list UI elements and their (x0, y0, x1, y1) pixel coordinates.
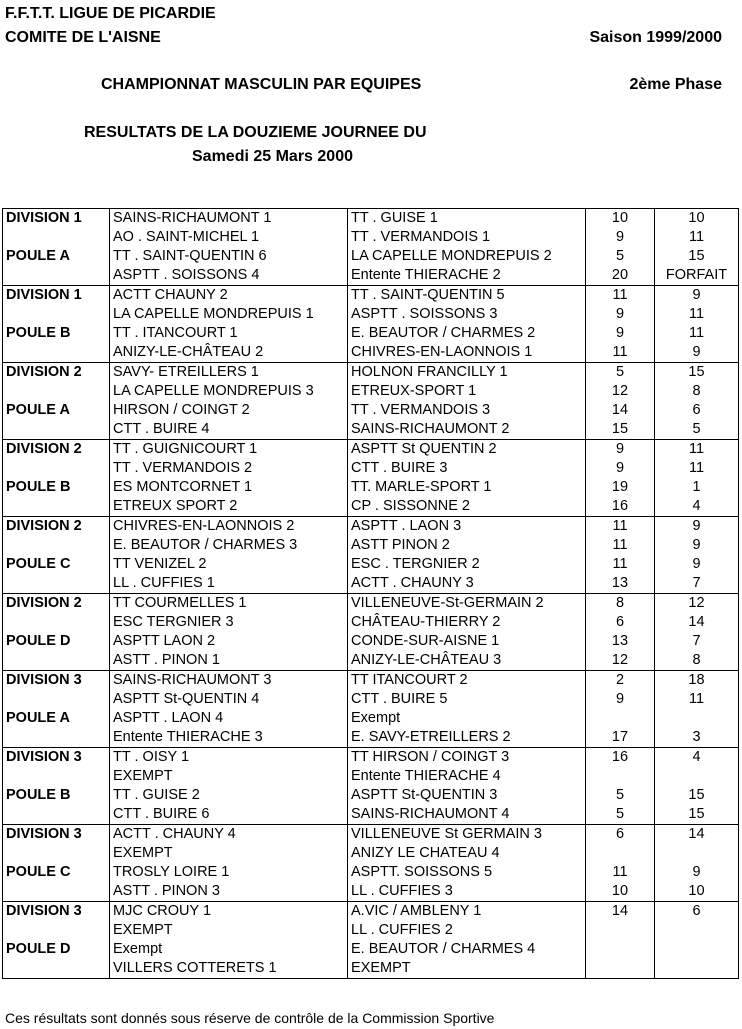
home-score (586, 921, 655, 940)
away-team: HOLNON FRANCILLY 1 (348, 363, 586, 383)
away-score (655, 921, 739, 940)
home-team: TT . GUIGNICOURT 1 (110, 440, 348, 460)
home-team: ASPTT LAON 2 (110, 632, 348, 651)
away-team: Exempt (348, 709, 586, 728)
home-team: TT COURMELLES 1 (110, 594, 348, 614)
away-score: 15 (655, 247, 739, 266)
division-label: DIVISION 2 (3, 517, 110, 537)
division-cell (3, 651, 110, 671)
division-label: DIVISION 1 (3, 286, 110, 306)
poule-label: POULE C (3, 555, 110, 574)
division-cell (3, 459, 110, 478)
match-row (3, 632, 739, 651)
away-team: ASPTT . LAON 3 (348, 517, 586, 537)
away-score (655, 940, 739, 959)
away-team: LL . CUFFIES 3 (348, 882, 586, 902)
division-cell (3, 343, 110, 363)
home-score: 5 (586, 786, 655, 805)
away-team: ASPTT . SOISSONS 3 (348, 305, 586, 324)
match-row (3, 286, 739, 306)
division-cell (3, 805, 110, 825)
home-score (586, 959, 655, 979)
home-score: 16 (586, 748, 655, 768)
match-row (3, 767, 739, 786)
division-cell (3, 228, 110, 247)
match-row (3, 690, 739, 709)
match-row (3, 497, 739, 517)
away-team: VILLENEUVE-St-GERMAIN 2 (348, 594, 586, 614)
home-team: Entente THIERACHE 3 (110, 728, 348, 748)
division-label: DIVISION 2 (3, 440, 110, 460)
away-team: ASTT PINON 2 (348, 536, 586, 555)
match-row (3, 228, 739, 247)
footer-note: Ces résultats sont donnés sous réserve de contrôle de la Commission Sportive (5, 1010, 495, 1026)
away-team: ASPTT St QUENTIN 2 (348, 440, 586, 460)
home-score: 20 (586, 266, 655, 286)
poule-label: POULE A (3, 709, 110, 728)
home-team: TROSLY LOIRE 1 (110, 863, 348, 882)
results-date: Samedi 25 Mars 2000 (192, 148, 353, 165)
home-score: 5 (586, 247, 655, 266)
match-row (3, 825, 739, 845)
away-team: TT . SAINT-QUENTIN 5 (348, 286, 586, 306)
home-score: 14 (586, 401, 655, 420)
home-score: 10 (586, 209, 655, 229)
away-team: CP . SISSONNE 2 (348, 497, 586, 517)
away-score: 15 (655, 805, 739, 825)
away-score: 7 (655, 632, 739, 651)
home-score (586, 709, 655, 728)
home-score: 9 (586, 459, 655, 478)
away-team: ASPTT St-QUENTIN 3 (348, 786, 586, 805)
match-row (3, 324, 739, 343)
org-line-1: F.F.T.T. LIGUE DE PICARDIE (5, 5, 216, 22)
home-team: E. BEAUTOR / CHARMES 3 (110, 536, 348, 555)
away-team: TT ITANCOURT 2 (348, 671, 586, 691)
away-score (655, 959, 739, 979)
match-row (3, 209, 739, 229)
home-team: EXEMPT (110, 921, 348, 940)
away-score: 9 (655, 286, 739, 306)
home-score (586, 844, 655, 863)
home-team: ASTT . PINON 3 (110, 882, 348, 902)
home-team: TT . GUISE 2 (110, 786, 348, 805)
home-score: 6 (586, 825, 655, 845)
away-score: 15 (655, 363, 739, 383)
away-score: 9 (655, 555, 739, 574)
home-team: LA CAPELLE MONDREPUIS 1 (110, 305, 348, 324)
division-cell (3, 266, 110, 286)
home-score: 17 (586, 728, 655, 748)
away-team: CONDE-SUR-AISNE 1 (348, 632, 586, 651)
home-team: TT . SAINT-QUENTIN 6 (110, 247, 348, 266)
away-team: E. SAVY-ETREILLERS 2 (348, 728, 586, 748)
match-row (3, 882, 739, 902)
division-cell (3, 613, 110, 632)
away-score: 6 (655, 401, 739, 420)
match-row (3, 748, 739, 768)
away-score (655, 709, 739, 728)
division-cell (3, 536, 110, 555)
away-team: Entente THIERACHE 4 (348, 767, 586, 786)
division-label: DIVISION 3 (3, 671, 110, 691)
home-team: AO . SAINT-MICHEL 1 (110, 228, 348, 247)
match-row (3, 805, 739, 825)
match-row (3, 651, 739, 671)
match-row (3, 382, 739, 401)
home-score: 14 (586, 902, 655, 922)
division-label: DIVISION 3 (3, 748, 110, 768)
home-score: 9 (586, 228, 655, 247)
home-score: 9 (586, 324, 655, 343)
away-score: 11 (655, 690, 739, 709)
match-row (3, 786, 739, 805)
match-row (3, 613, 739, 632)
division-cell (3, 882, 110, 902)
home-team: ASPTT St-QUENTIN 4 (110, 690, 348, 709)
division-cell (3, 921, 110, 940)
home-team: ANIZY-LE-CHÂTEAU 2 (110, 343, 348, 363)
home-team: SAINS-RICHAUMONT 3 (110, 671, 348, 691)
home-team: ASPTT . LAON 4 (110, 709, 348, 728)
away-score: 15 (655, 786, 739, 805)
championship-title: CHAMPIONNAT MASCULIN PAR EQUIPES (101, 76, 422, 93)
away-score: 6 (655, 902, 739, 922)
match-row (3, 921, 739, 940)
match-row (3, 728, 739, 748)
away-score: 12 (655, 594, 739, 614)
home-score (586, 940, 655, 959)
away-team: ETREUX-SPORT 1 (348, 382, 586, 401)
away-score: 11 (655, 305, 739, 324)
home-score (586, 767, 655, 786)
home-team: ETREUX SPORT 2 (110, 497, 348, 517)
home-score: 2 (586, 671, 655, 691)
away-score: 9 (655, 536, 739, 555)
away-team: Entente THIERACHE 2 (348, 266, 586, 286)
home-score: 12 (586, 651, 655, 671)
away-score: 9 (655, 517, 739, 537)
poule-label: POULE B (3, 324, 110, 343)
match-row (3, 574, 739, 594)
away-team: CTT . BUIRE 5 (348, 690, 586, 709)
match-row (3, 902, 739, 922)
away-team: TT . VERMANDOIS 1 (348, 228, 586, 247)
away-score: 4 (655, 748, 739, 768)
away-team: CTT . BUIRE 3 (348, 459, 586, 478)
poule-label: POULE C (3, 863, 110, 882)
division-cell (3, 959, 110, 979)
away-team: LA CAPELLE MONDREPUIS 2 (348, 247, 586, 266)
home-score: 6 (586, 613, 655, 632)
division-cell (3, 690, 110, 709)
season-label: Saison 1999/2000 (589, 29, 722, 46)
division-label: DIVISION 1 (3, 209, 110, 229)
match-row (3, 420, 739, 440)
home-team: ASPTT . SOISSONS 4 (110, 266, 348, 286)
match-row (3, 863, 739, 882)
away-team: EXEMPT (348, 959, 586, 979)
home-score: 13 (586, 632, 655, 651)
division-label: DIVISION 3 (3, 902, 110, 922)
away-score: 11 (655, 324, 739, 343)
division-cell (3, 382, 110, 401)
match-row (3, 594, 739, 614)
phase-label: 2ème Phase (629, 76, 722, 93)
division-cell (3, 767, 110, 786)
home-team: HIRSON / COINGT 2 (110, 401, 348, 420)
match-row (3, 343, 739, 363)
home-team: TT . ITANCOURT 1 (110, 324, 348, 343)
home-team: ESC TERGNIER 3 (110, 613, 348, 632)
away-team: E. BEAUTOR / CHARMES 2 (348, 324, 586, 343)
away-score: 9 (655, 863, 739, 882)
division-label: DIVISION 2 (3, 363, 110, 383)
home-team: SAVY- ETREILLERS 1 (110, 363, 348, 383)
home-score: 9 (586, 305, 655, 324)
poule-label: POULE B (3, 478, 110, 497)
away-score: 9 (655, 343, 739, 363)
away-score: 7 (655, 574, 739, 594)
home-team: CTT . BUIRE 6 (110, 805, 348, 825)
away-score: FORFAIT (655, 266, 739, 286)
home-score: 11 (586, 286, 655, 306)
home-score: 5 (586, 805, 655, 825)
poule-label: POULE A (3, 247, 110, 266)
division-label: DIVISION 3 (3, 825, 110, 845)
away-team: TT HIRSON / COINGT 3 (348, 748, 586, 768)
results-body (3, 209, 739, 979)
home-score: 11 (586, 517, 655, 537)
home-score: 10 (586, 882, 655, 902)
home-team: ACTT . CHAUNY 4 (110, 825, 348, 845)
away-team: ESC . TERGNIER 2 (348, 555, 586, 574)
match-row (3, 671, 739, 691)
match-row (3, 305, 739, 324)
away-team: ANIZY-LE-CHÂTEAU 3 (348, 651, 586, 671)
match-row (3, 266, 739, 286)
poule-label: POULE B (3, 786, 110, 805)
home-team: MJC CROUY 1 (110, 902, 348, 922)
away-score: 8 (655, 651, 739, 671)
home-team: TT VENIZEL 2 (110, 555, 348, 574)
match-row (3, 478, 739, 497)
match-row (3, 536, 739, 555)
away-score: 11 (655, 228, 739, 247)
away-score: 14 (655, 613, 739, 632)
home-team: ACTT CHAUNY 2 (110, 286, 348, 306)
away-team: VILLENEUVE St GERMAIN 3 (348, 825, 586, 845)
away-team: LL . CUFFIES 2 (348, 921, 586, 940)
division-cell (3, 844, 110, 863)
home-team: TT . VERMANDOIS 2 (110, 459, 348, 478)
home-team: ES MONTCORNET 1 (110, 478, 348, 497)
org-line-2: COMITE DE L'AISNE (5, 29, 161, 46)
home-score: 8 (586, 594, 655, 614)
away-team: CHÂTEAU-THIERRY 2 (348, 613, 586, 632)
home-score: 11 (586, 863, 655, 882)
division-cell (3, 305, 110, 324)
away-score: 14 (655, 825, 739, 845)
away-team: TT . GUISE 1 (348, 209, 586, 229)
home-team: EXEMPT (110, 767, 348, 786)
away-score: 10 (655, 882, 739, 902)
home-score: 11 (586, 555, 655, 574)
away-score: 10 (655, 209, 739, 229)
away-score: 11 (655, 459, 739, 478)
division-cell (3, 574, 110, 594)
match-row (3, 844, 739, 863)
home-team: TT . OISY 1 (110, 748, 348, 768)
home-team: Exempt (110, 940, 348, 959)
home-team: SAINS-RICHAUMONT 1 (110, 209, 348, 229)
match-row (3, 401, 739, 420)
home-team: VILLERS COTTERETS 1 (110, 959, 348, 979)
home-score: 9 (586, 690, 655, 709)
match-row (3, 555, 739, 574)
match-row (3, 709, 739, 728)
home-score: 5 (586, 363, 655, 383)
match-row (3, 459, 739, 478)
away-score (655, 844, 739, 863)
away-score: 3 (655, 728, 739, 748)
away-score: 4 (655, 497, 739, 517)
results-title: RESULTATS DE LA DOUZIEME JOURNEE DU (84, 124, 427, 141)
division-cell (3, 728, 110, 748)
home-score: 12 (586, 382, 655, 401)
away-score: 8 (655, 382, 739, 401)
results-table (2, 208, 739, 979)
away-team: TT . VERMANDOIS 3 (348, 401, 586, 420)
away-team: ACTT . CHAUNY 3 (348, 574, 586, 594)
away-score: 1 (655, 478, 739, 497)
away-score: 5 (655, 420, 739, 440)
match-row (3, 517, 739, 537)
home-team: CHIVRES-EN-LAONNOIS 2 (110, 517, 348, 537)
poule-label: POULE A (3, 401, 110, 420)
match-row (3, 959, 739, 979)
division-cell (3, 497, 110, 517)
home-team: LL . CUFFIES 1 (110, 574, 348, 594)
home-score: 13 (586, 574, 655, 594)
away-team: A.VIC / AMBLENY 1 (348, 902, 586, 922)
home-score: 11 (586, 343, 655, 363)
away-team: ANIZY LE CHATEAU 4 (348, 844, 586, 863)
poule-label: POULE D (3, 632, 110, 651)
match-row (3, 440, 739, 460)
match-row (3, 363, 739, 383)
match-row (3, 247, 739, 266)
home-score: 9 (586, 440, 655, 460)
away-team: SAINS-RICHAUMONT 2 (348, 420, 586, 440)
home-team: EXEMPT (110, 844, 348, 863)
away-team: TT. MARLE-SPORT 1 (348, 478, 586, 497)
home-score: 16 (586, 497, 655, 517)
home-team: ASTT . PINON 1 (110, 651, 348, 671)
division-label: DIVISION 2 (3, 594, 110, 614)
home-team: LA CAPELLE MONDREPUIS 3 (110, 382, 348, 401)
away-score: 18 (655, 671, 739, 691)
away-team: CHIVRES-EN-LAONNOIS 1 (348, 343, 586, 363)
home-team: CTT . BUIRE 4 (110, 420, 348, 440)
away-team: SAINS-RICHAUMONT 4 (348, 805, 586, 825)
away-score: 11 (655, 440, 739, 460)
home-score: 11 (586, 536, 655, 555)
poule-label: POULE D (3, 940, 110, 959)
division-cell (3, 420, 110, 440)
away-team: E. BEAUTOR / CHARMES 4 (348, 940, 586, 959)
away-score (655, 767, 739, 786)
match-row (3, 940, 739, 959)
home-score: 15 (586, 420, 655, 440)
home-score: 19 (586, 478, 655, 497)
away-team: ASPTT. SOISSONS 5 (348, 863, 586, 882)
